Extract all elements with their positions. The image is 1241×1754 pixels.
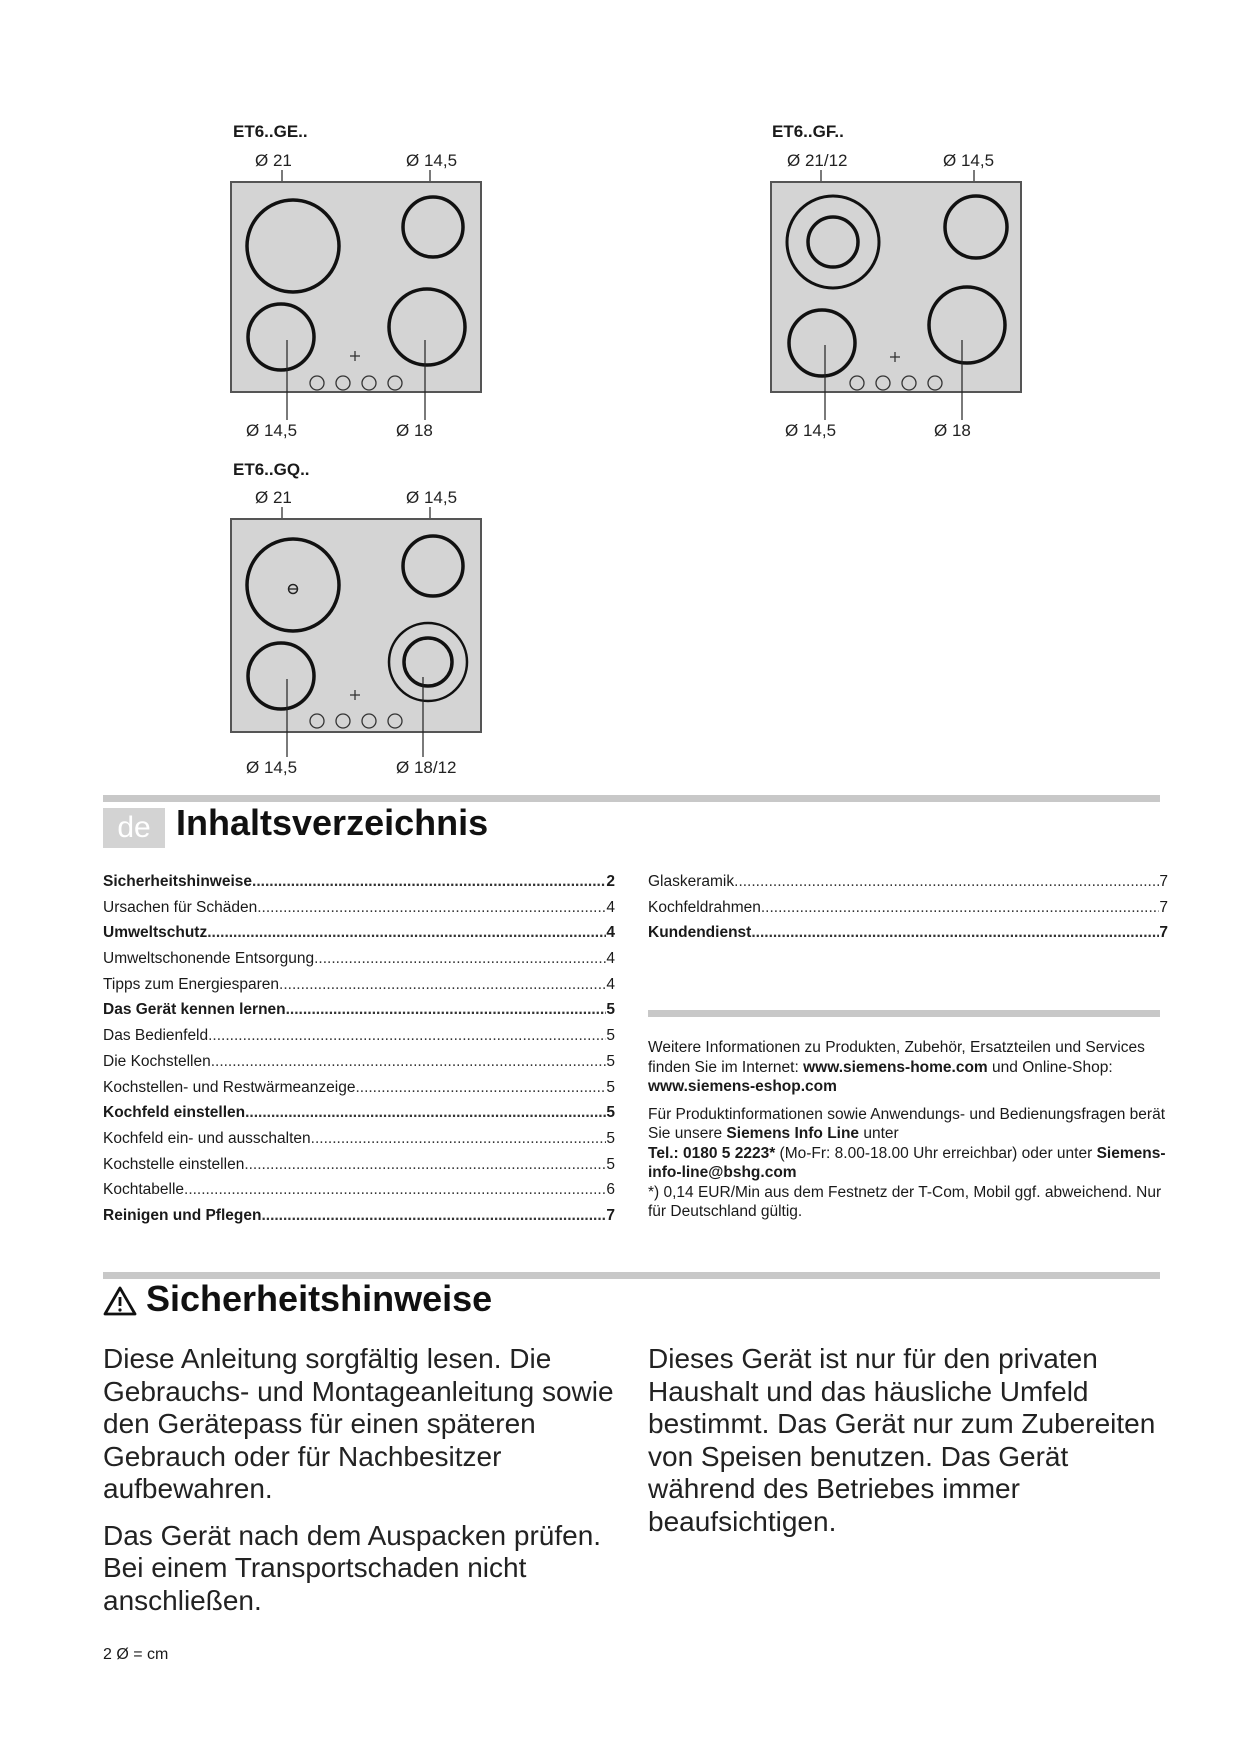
dim-top-right-gf: Ø 14,5 [943, 151, 995, 170]
toc-leader-dots [261, 1203, 606, 1229]
toc-entry-page: 7 [1159, 873, 1168, 890]
toc-entry-label: Glaskeramik [648, 873, 735, 890]
info-hotline-text-3: (Mo-Fr: 8.00-18.00 Uhr erreichbar) oder unter [775, 1144, 1097, 1162]
toc-right-column [648, 869, 1168, 946]
hob-diagram-ge [230, 170, 486, 420]
page-footer: 2 Ø = cm [103, 1646, 169, 1663]
toc-entry-label: Umweltschonende Entsorgung [103, 950, 315, 968]
dim-bottom-left-gf: Ø 14,5 [785, 421, 837, 440]
info-paragraph-hotline [648, 1105, 1168, 1183]
toc-entry[interactable] [103, 920, 615, 946]
warning-triangle-icon [103, 1285, 137, 1317]
info-line-brand: Siemens Info Line [726, 1125, 860, 1142]
toc-left-column [103, 869, 615, 1229]
toc-entry[interactable] [103, 1177, 615, 1203]
toc-entry-page: 5 [606, 1078, 615, 1096]
toc-leader-dots [286, 997, 607, 1023]
toc-entry-label: Kochstellen- und Restwärmeanzeige [103, 1078, 356, 1096]
dim-bottom-right-ge: Ø 18 [396, 421, 433, 440]
info-footnote: *) 0,14 EUR/Min aus dem Festnetz der T-Com, Mobil ggf. abweichend. Nur für Deutschland gültig. [648, 1183, 1162, 1220]
info-hotline-text: Für Produktinformationen sowie Anwendungs- und Bedienungsfragen berät Sie unsere [648, 1105, 1165, 1142]
toc-entry-page: 5 [606, 1155, 615, 1173]
toc-entry[interactable] [103, 1100, 615, 1126]
toc-leader-dots [761, 895, 1160, 921]
section-divider-toc [103, 795, 1160, 802]
safety-paragraph: Das Gerät nach dem Auspacken prüfen. Bei einem Transportschaden nicht anschließen. [103, 1519, 602, 1616]
info-paragraph-web [648, 1038, 1168, 1097]
model-label-gf: ET6..GF.. [772, 122, 844, 141]
toc-entry[interactable] [103, 1126, 615, 1152]
toc-entry-label: Kochstelle einstellen [103, 1155, 245, 1173]
toc-entry-page: 4 [606, 975, 615, 993]
toc-leader-dots [355, 1075, 606, 1101]
toc-leader-dots [244, 1152, 606, 1178]
toc-entry-page: 4 [606, 898, 615, 916]
toc-entry[interactable] [103, 997, 615, 1023]
toc-entry[interactable] [103, 1023, 615, 1049]
dim-top-left-gq: Ø 21 [255, 488, 292, 507]
toc-entry-label: Kochfeldrahmen [648, 898, 761, 916]
toc-title: Inhaltsverzeichnis [176, 802, 489, 843]
dim-bottom-right-gf: Ø 18 [934, 421, 971, 440]
toc-entry-label: Kochfeld einstellen [103, 1104, 246, 1122]
toc-entry-page: 5 [606, 1129, 615, 1147]
dim-top-right-ge: Ø 14,5 [406, 151, 458, 170]
toc-entry-label: Tipps zum Energiesparen [103, 975, 280, 993]
toc-entry-page: 6 [606, 1181, 615, 1199]
toc-entry-page: 7 [1159, 898, 1168, 916]
toc-entry-label: Kundendienst [648, 924, 752, 942]
toc-entry-page: 5 [606, 1052, 615, 1070]
toc-entry-label: Umweltschutz [103, 924, 208, 942]
toc-entry-page: 5 [606, 1027, 615, 1045]
siemens-home-link[interactable]: www.siemens-home.com [803, 1058, 988, 1076]
toc-entry[interactable] [648, 895, 1168, 921]
toc-entry-label: Sicherheitshinweise [103, 873, 253, 890]
toc-entry[interactable] [103, 895, 615, 921]
safety-right-column [648, 1343, 1163, 1552]
toc-leader-dots [184, 1177, 606, 1203]
toc-entry[interactable] [103, 1152, 615, 1178]
toc-entry[interactable] [103, 869, 615, 895]
toc-entry-page: 7 [606, 1206, 615, 1224]
toc-entry[interactable] [648, 869, 1168, 895]
toc-entry-label: Kochtabelle [103, 1181, 185, 1199]
toc-entry-page: 2 [606, 873, 615, 890]
safety-paragraph: Dieses Gerät ist nur für den privaten Haushalt und das häusliche Umfeld bestimmt. Das Gerät nur zum Zubereiten von Speisen benutzen. Das Gerät während des Betriebes immer beaufsichtigen. [648, 1343, 1156, 1537]
toc-entry[interactable] [103, 1075, 615, 1101]
toc-entry[interactable] [648, 920, 1168, 946]
dim-bottom-left-ge: Ø 14,5 [246, 421, 298, 440]
hob-diagram-gf [769, 170, 1025, 420]
safety-left-column [103, 1343, 618, 1631]
dim-top-right-gq: Ø 14,5 [406, 488, 458, 507]
safety-title: Sicherheitshinweise [146, 1278, 493, 1319]
toc-leader-dots [245, 1100, 606, 1126]
toc-leader-dots [207, 920, 606, 946]
hotline-phone: Tel.: 0180 5 2223* [648, 1144, 776, 1162]
toc-entry[interactable] [103, 946, 615, 972]
model-label-gq: ET6..GQ.. [233, 460, 310, 479]
toc-entry-page: 5 [606, 1104, 615, 1122]
toc-entry-label: Das Gerät kennen lernen [103, 1001, 286, 1019]
model-label-ge: ET6..GE.. [233, 122, 308, 141]
toc-entry-label: Ursachen für Schäden [103, 898, 258, 916]
siemens-eshop-link[interactable]: www.siemens-eshop.com [648, 1078, 837, 1095]
toc-entry-label: Die Kochstellen [103, 1052, 211, 1070]
dim-top-left-gf: Ø 21/12 [787, 151, 848, 170]
info-hotline-text-2: unter [859, 1125, 899, 1142]
info-block [648, 1038, 1168, 1222]
toc-leader-dots [751, 920, 1159, 946]
info-divider [648, 1010, 1160, 1017]
info-web-text: Weitere Informationen zu Produkten, Zubehör, Ersatzteilen und Services finden Sie im Internet: [648, 1039, 1145, 1076]
toc-leader-dots [257, 895, 606, 921]
toc-entry-page: 4 [606, 950, 615, 968]
toc-entry-label: Kochfeld ein- und ausschalten [103, 1129, 311, 1147]
info-web-text-2: und Online-Shop: [987, 1058, 1113, 1076]
toc-entry-page: 5 [606, 1001, 615, 1019]
dim-bottom-right-gq: Ø 18/12 [396, 758, 457, 777]
toc-entry-page: 7 [1159, 924, 1168, 942]
toc-leader-dots [314, 946, 606, 972]
toc-entry-label: Das Bedienfeld [103, 1027, 209, 1045]
toc-leader-dots [208, 1023, 606, 1049]
hotline-email[interactable]: Siemens-info-line@bshg.com [648, 1144, 1166, 1181]
toc-leader-dots [279, 972, 606, 998]
toc-leader-dots [734, 869, 1159, 895]
toc-entry-page: 4 [606, 924, 615, 942]
toc-entry[interactable] [103, 972, 615, 998]
toc-leader-dots [252, 869, 606, 895]
toc-leader-dots [211, 1049, 607, 1075]
toc-entry[interactable] [103, 1049, 615, 1075]
toc-leader-dots [311, 1126, 607, 1152]
hob-diagram-gq [230, 507, 486, 757]
toc-entry-label: Reinigen und Pflegen [103, 1206, 262, 1224]
dim-bottom-left-gq: Ø 14,5 [246, 758, 298, 777]
toc-entry[interactable] [103, 1203, 615, 1229]
language-badge: de [103, 808, 165, 848]
dim-top-left-ge: Ø 21 [255, 151, 292, 170]
safety-paragraph: Diese Anleitung sorgfältig lesen. Die Gebrauchs- und Montageanleitung sowie den Gerätepass für einen späteren Gebrauch oder für Nachbesitzer aufbewahren. [103, 1343, 614, 1504]
